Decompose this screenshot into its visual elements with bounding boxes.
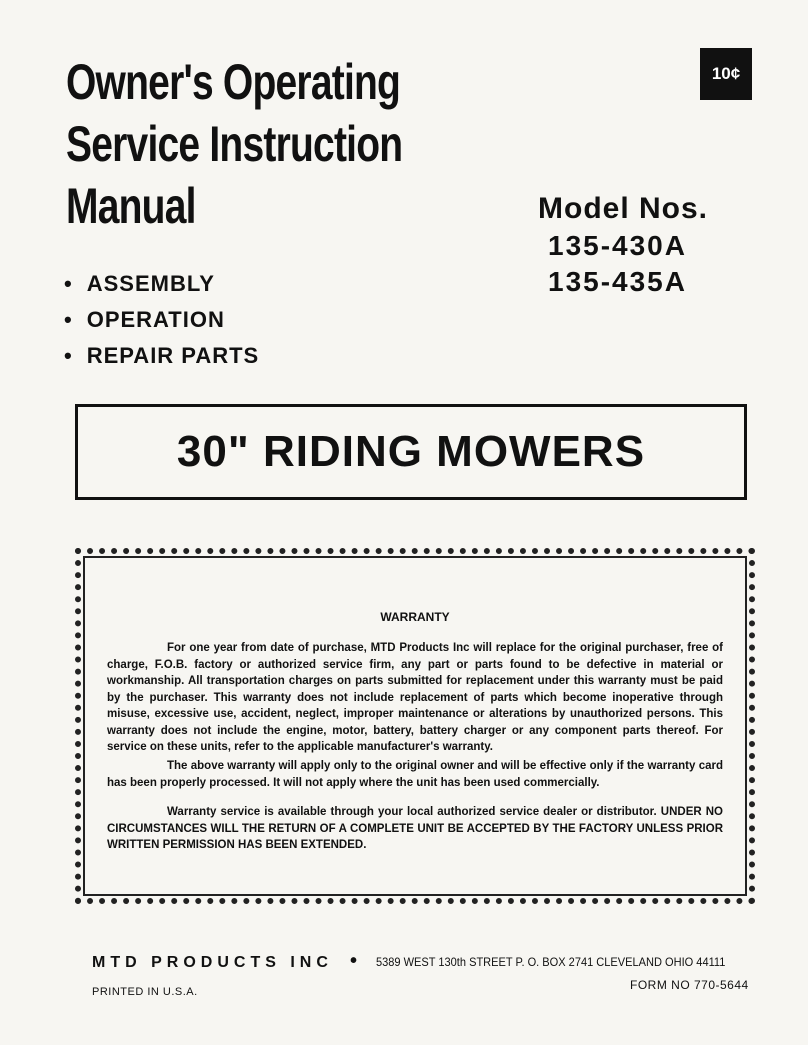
title-line-3: Manual bbox=[66, 178, 196, 234]
price-badge: 10¢ bbox=[700, 48, 752, 100]
section-item-assembly: • ASSEMBLY bbox=[64, 266, 259, 302]
section-list bbox=[64, 266, 259, 374]
title-line-2: Service Instruction bbox=[66, 116, 403, 172]
model-heading: Model Nos. bbox=[538, 192, 709, 225]
warranty-paragraph-1: For one year from date of purchase, MTD Products Inc will replace for the original purchaser, free of charge, F.O.B. factory or authorized service firm, any part or parts found to be defective in material or workmanship. All transportation charges on parts submitted for replacement under this warranty must be paid by the purchaser. This warranty does not include replacement of parts which become inoperative through misuse, excessive use, accident, neglect, improper maintenance or alterations by unauthorized persons. This warranty does not include the engine, motor, battery, battery charger or any component parts thereof. For service on these units, refer to the applicable manufacturer's warranty. bbox=[107, 642, 723, 753]
product-title: 30" RIDING MOWERS bbox=[176, 427, 646, 476]
model-number-1: 135-430A bbox=[548, 230, 687, 261]
separator-dot-icon: • bbox=[350, 950, 358, 972]
warranty-box bbox=[75, 548, 755, 904]
warranty-heading: WARRANTY bbox=[380, 610, 450, 624]
warranty-paragraph-2: The above warranty will apply only to the original owner and will be effective only if the warranty card has been properly processed. It will not apply where the unit has been used commercially. bbox=[107, 760, 723, 789]
title-line-1: Owner's Operating bbox=[66, 54, 401, 110]
warranty-paragraph-3: Warranty service is available through your local authorized service dealer or distributor. UNDER NO CIRCUMSTANCES WILL THE RETURN OF A COMPLETE UNIT BE ACCEPTED BY THE FACTORY UNLESS PRIOR WRITTEN PERMISSION HAS BEEN EXTENDED. bbox=[107, 806, 723, 851]
section-item-operation: • OPERATION bbox=[64, 302, 259, 338]
section-item-repair-parts: • REPAIR PARTS bbox=[64, 338, 259, 374]
printed-in: PRINTED IN U.S.A. bbox=[92, 986, 198, 998]
company-address: 5389 WEST 130th STREET P. O. BOX 2741 CLEVELAND OHIO 44111 bbox=[376, 955, 726, 969]
model-number-2: 135-435A bbox=[548, 266, 687, 297]
company-name: MTD PRODUCTS INC bbox=[92, 954, 333, 971]
form-number: FORM NO 770-5644 bbox=[630, 978, 749, 992]
product-title-box bbox=[75, 404, 747, 500]
